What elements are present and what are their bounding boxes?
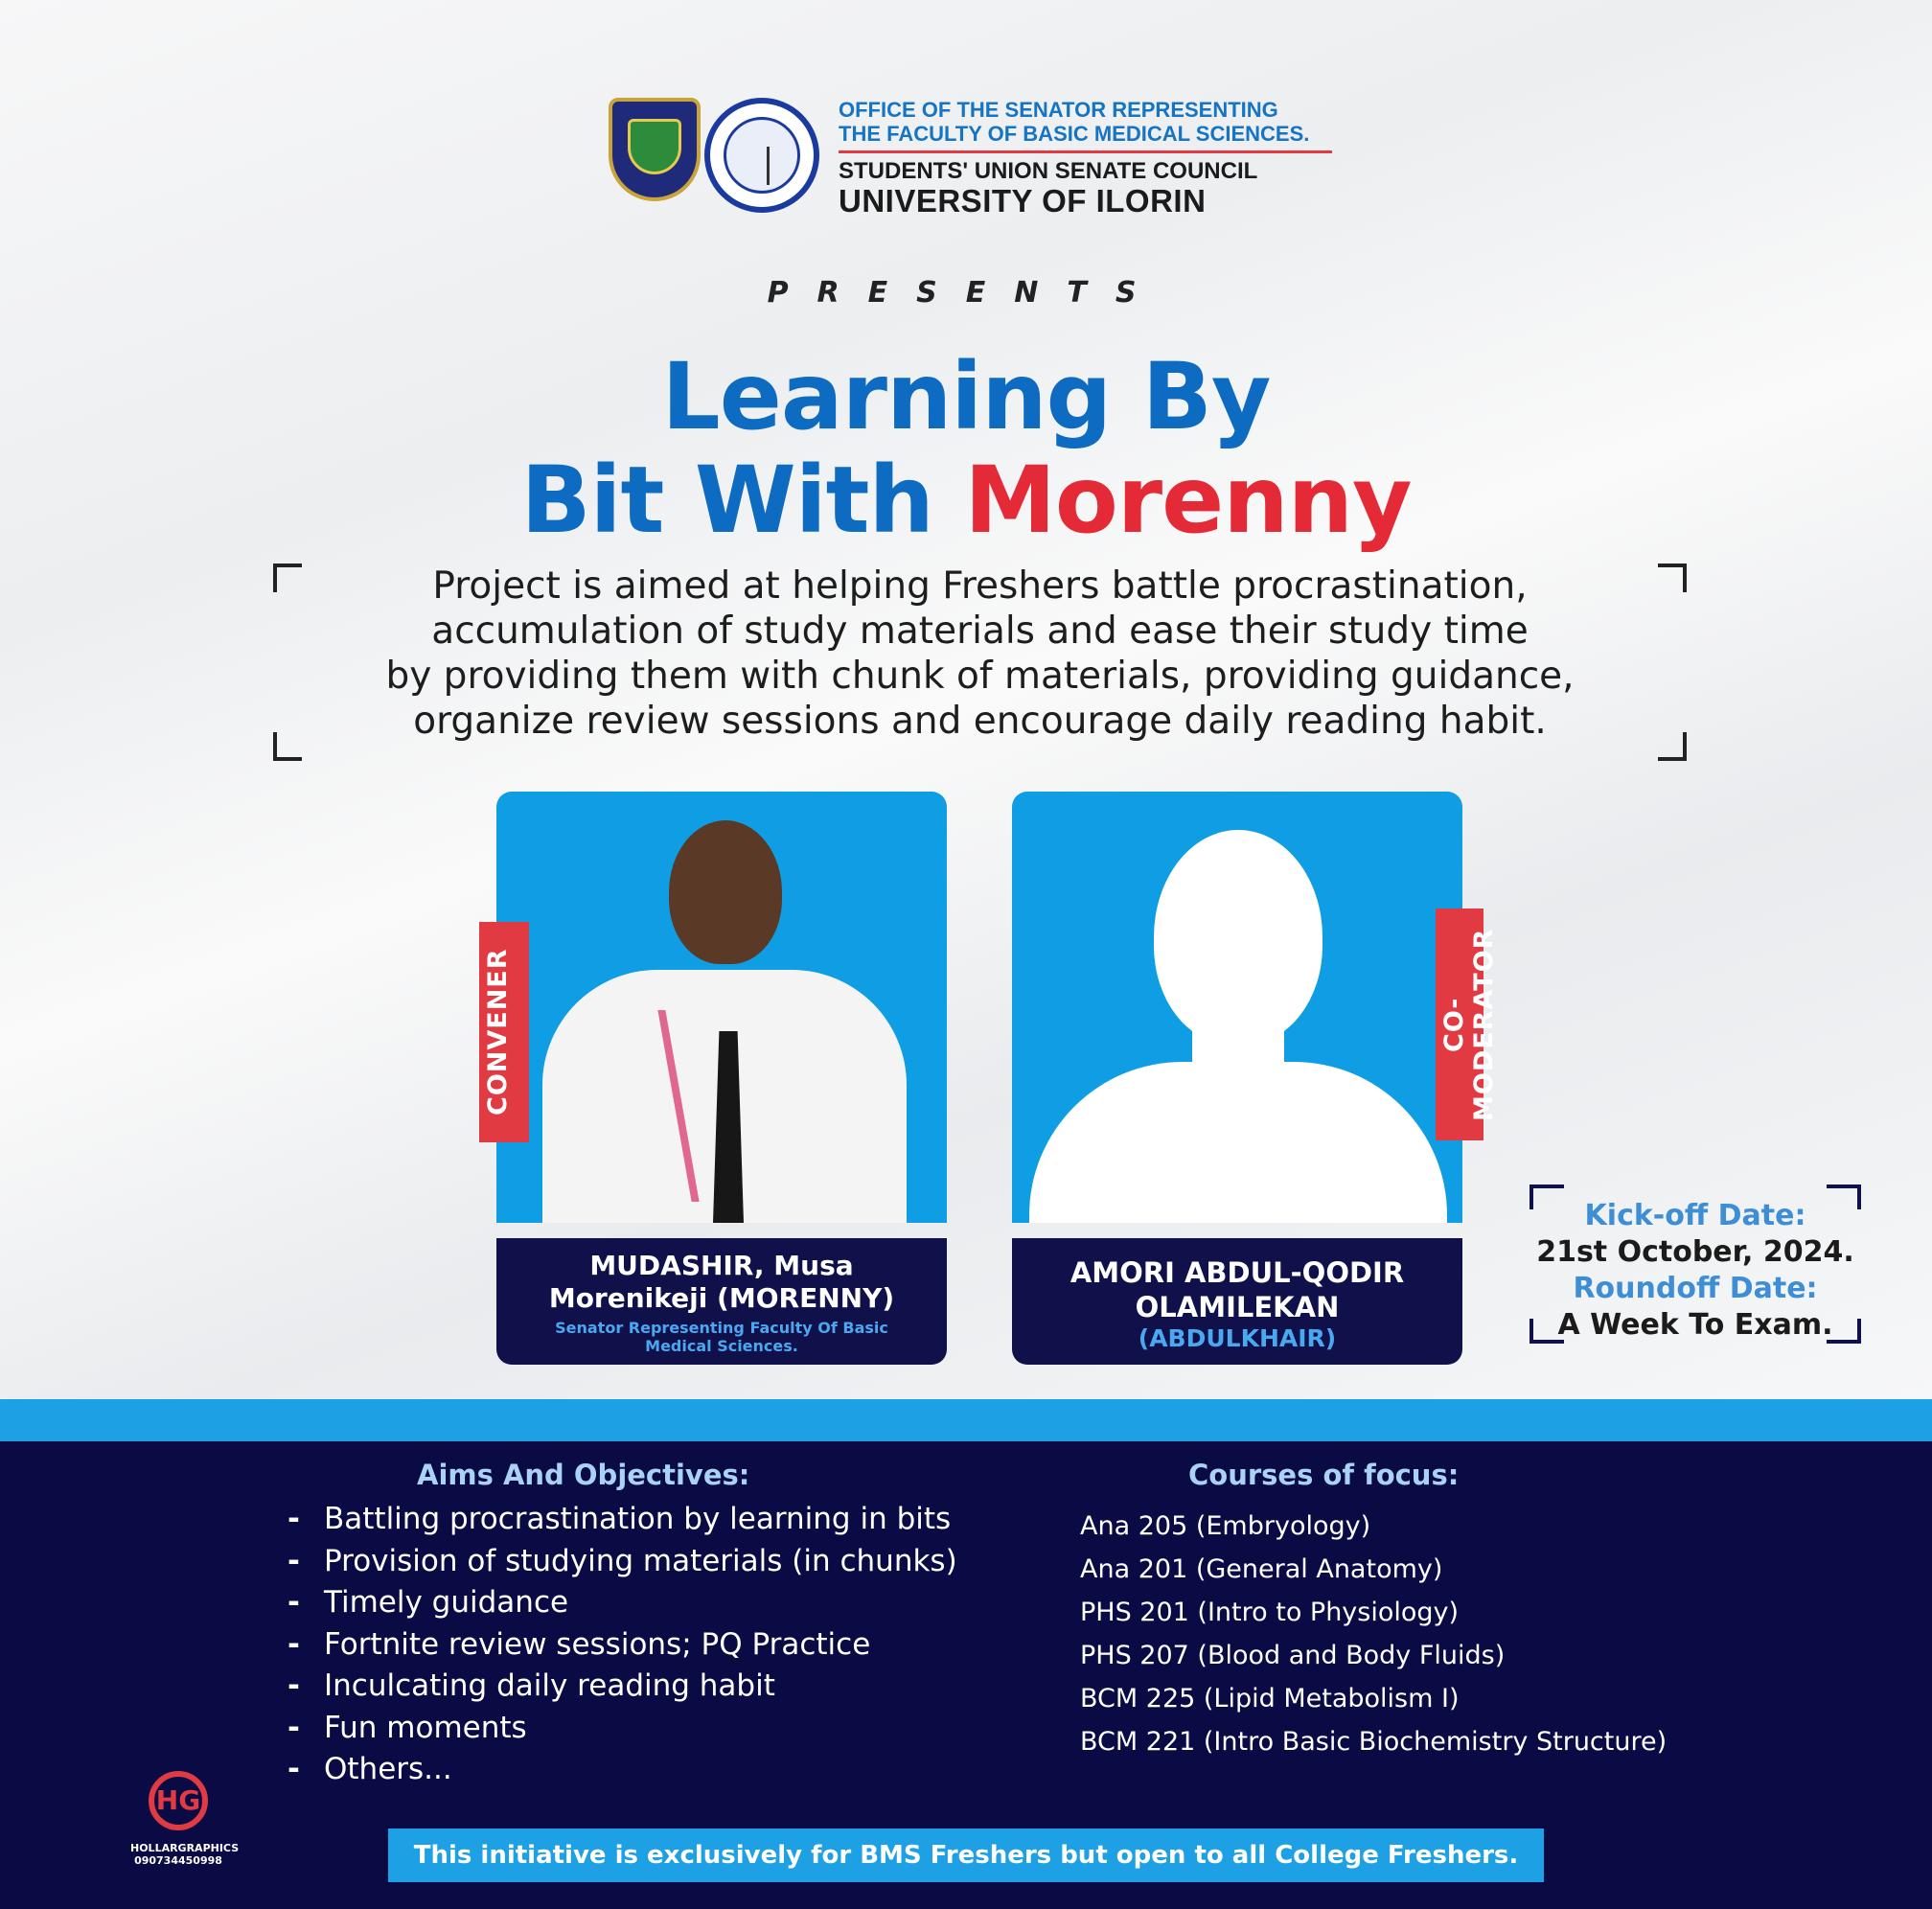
dates-box bbox=[1530, 1184, 1861, 1344]
bracket-corner bbox=[273, 564, 302, 592]
title-line-2-red: Morenny bbox=[964, 447, 1412, 554]
convener-name-line-2: Morenikeji (MORENNY) bbox=[548, 1282, 895, 1314]
council-name: STUDENTS' UNION SENATE COUNCIL bbox=[839, 158, 1258, 184]
convener-role-tag: CONVENER bbox=[479, 922, 529, 1142]
title-line-1: Learning By bbox=[661, 343, 1271, 450]
list-item: PHS 201 (Intro to Physiology) bbox=[1080, 1598, 1460, 1627]
convener-photo bbox=[496, 792, 947, 1223]
header-divider bbox=[839, 150, 1332, 153]
header-text bbox=[839, 98, 1337, 218]
list-item: BCM 221 (Intro Basic Biochemistry Structure) bbox=[1080, 1727, 1668, 1757]
courses-title: Courses of focus: bbox=[1188, 1459, 1460, 1491]
list-item: - Timely guidance bbox=[288, 1585, 569, 1620]
title-line-2 bbox=[0, 448, 1932, 552]
brand-phone: 090734450998 bbox=[134, 1854, 222, 1867]
roundoff-label: Roundoff Date: bbox=[1573, 1272, 1818, 1305]
list-item: BCM 225 (Lipid Metabolism I) bbox=[1080, 1684, 1460, 1714]
convener-namebox bbox=[496, 1238, 947, 1365]
list-item: Ana 205 (Embryology) bbox=[1080, 1511, 1371, 1541]
aims-list bbox=[288, 1499, 957, 1791]
description-line: by providing them with chunk of materials, providing guidance, bbox=[385, 655, 1575, 698]
co-moderator-name-line-2: OLAMILEKAN bbox=[1135, 1291, 1340, 1323]
footer-note-banner: This initiative is exclusively for BMS Freshers but open to all College Freshers. bbox=[388, 1828, 1544, 1882]
list-item: - Inculcating daily reading habit bbox=[288, 1668, 775, 1703]
office-line-1: OFFICE OF THE SENATOR REPRESENTING bbox=[839, 98, 1278, 122]
list-item: - Fortnite review sessions; PQ Practice bbox=[288, 1626, 871, 1662]
list-item: PHS 207 (Blood and Body Fluids) bbox=[1080, 1641, 1506, 1670]
description-line: Project is aimed at helping Freshers battle procrastination, bbox=[432, 564, 1528, 608]
office-line-2: THE FACULTY OF BASIC MEDICAL SCIENCES. bbox=[839, 122, 1310, 146]
list-item: - Provision of studying materials (in chunks) bbox=[288, 1543, 957, 1578]
presents-label: PRESENTS bbox=[767, 276, 1165, 310]
list-item: Ana 201 (General Anatomy) bbox=[1080, 1554, 1443, 1584]
kickoff-date: 21st October, 2024. bbox=[1536, 1235, 1854, 1269]
description-frame bbox=[273, 564, 1687, 761]
header bbox=[609, 94, 1337, 228]
university-crest-logo bbox=[609, 98, 701, 201]
hollargraphics-logo-icon: HG bbox=[149, 1771, 208, 1830]
co-moderator-name-line-1: AMORI ABDUL-QODIR bbox=[1070, 1256, 1405, 1289]
co-moderator-silhouette bbox=[1012, 792, 1462, 1223]
divider-band bbox=[0, 1399, 1932, 1441]
dates-text bbox=[1530, 1198, 1861, 1344]
list-item: - Fun moments bbox=[288, 1710, 527, 1745]
co-moderator-card bbox=[1012, 792, 1462, 1365]
project-description bbox=[311, 564, 1648, 744]
description-line: organize review sessions and encourage daily reading habit. bbox=[413, 700, 1547, 743]
list-item: - Battling procrastination by learning in bits bbox=[288, 1502, 952, 1536]
bracket-corner bbox=[1658, 564, 1687, 592]
senate-council-seal-logo bbox=[704, 98, 819, 213]
co-moderator-namebox bbox=[1012, 1238, 1462, 1365]
bracket-corner bbox=[273, 732, 302, 761]
convener-title: Senator Representing Faculty Of Basic Medical Sciences. bbox=[555, 1319, 888, 1355]
co-moderator-nickname: (ABDULKHAIR) bbox=[1138, 1324, 1337, 1352]
title-line-2-blue: Bit With bbox=[520, 447, 933, 554]
aims-title: Aims And Objectives: bbox=[417, 1459, 750, 1491]
convener-name-line-1: MUDASHIR, Musa bbox=[589, 1250, 854, 1281]
courses-list bbox=[1080, 1505, 1667, 1763]
roundoff-date: A Week To Exam. bbox=[1557, 1308, 1833, 1342]
co-moderator-role-tag: CO-MODERATOR bbox=[1436, 908, 1484, 1140]
convener-card bbox=[496, 792, 947, 1365]
description-line: accumulation of study materials and ease their study time bbox=[431, 610, 1529, 653]
kickoff-label: Kick-off Date: bbox=[1584, 1199, 1806, 1232]
bracket-corner bbox=[1658, 732, 1687, 761]
list-item: - Others... bbox=[288, 1752, 452, 1786]
university-name: UNIVERSITY OF ILORIN bbox=[839, 183, 1207, 218]
brand-name: HOLLARGRAPHICS bbox=[130, 1842, 240, 1854]
designer-brand bbox=[130, 1771, 240, 1867]
event-title bbox=[0, 345, 1932, 552]
